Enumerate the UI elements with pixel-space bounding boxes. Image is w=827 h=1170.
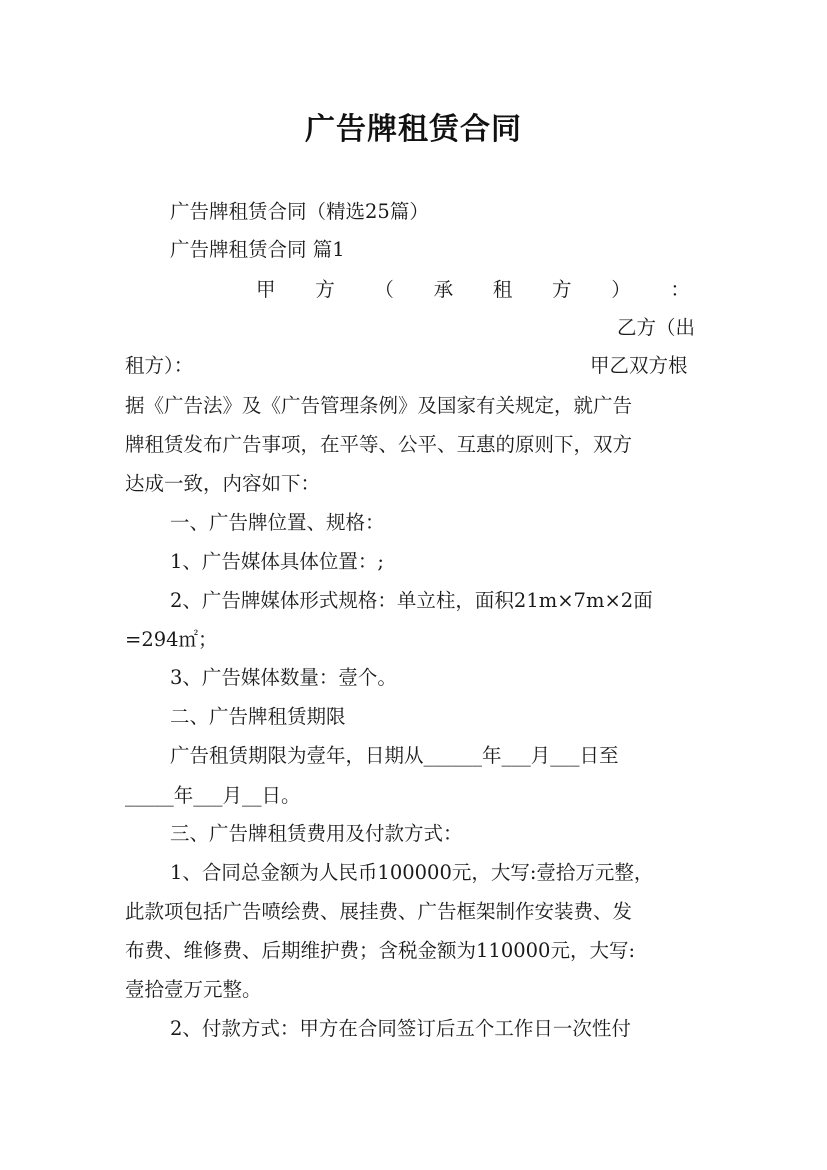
clause-item: 3、广告媒体数量：壹个。 xyxy=(170,666,397,689)
section-heading: 广告牌租赁合同 篇1 xyxy=(170,238,345,261)
intro-text: 牌租赁发布广告事项，在平等、公平、互惠的原则下，双方 xyxy=(125,433,633,456)
intro-text: 甲乙双方根 xyxy=(590,354,688,377)
party-a-char: 方 xyxy=(552,278,572,301)
clause-heading: 三、广告牌租赁费用及付款方式： xyxy=(170,822,463,845)
clause-text: 壹拾壹万元整。 xyxy=(125,978,262,1001)
clause-item: 2、付款方式：甲方在合同签订后五个工作日一次性付 xyxy=(170,1017,631,1040)
intro-text: 据《广告法》及《广告管理条例》及国家有关规定，就广告 xyxy=(125,394,633,417)
party-a-char: 租 xyxy=(492,278,513,301)
clause-text: 布费、维修费、后期维护费；含税金额为110000元，大写: xyxy=(125,939,636,962)
party-a-char: （ xyxy=(374,278,394,301)
party-a-char: 承 xyxy=(433,278,454,301)
clause-text: _____年___月__日。 xyxy=(125,784,301,807)
party-a-char: ： xyxy=(670,278,690,301)
party-b-label: 乙方（出 xyxy=(617,316,696,339)
intro-text: 达成一致，内容如下： xyxy=(125,472,321,495)
clause-text: 此款项包括广告喷绘费、展挂费、广告框架制作安装费、发 xyxy=(125,900,633,923)
party-b-label-cont: 租方）： xyxy=(125,354,194,377)
clause-item: 1、广告媒体具体位置：; xyxy=(170,550,384,573)
party-a-line xyxy=(256,278,690,302)
party-a-char: 甲 xyxy=(256,278,276,301)
clause-heading: 二、广告牌租赁期限 xyxy=(170,705,346,728)
clause-text: 广告租赁期限为壹年，日期从______年___月___日至 xyxy=(170,744,619,767)
party-a-char: 方 xyxy=(315,278,335,301)
clause-heading: 一、广告牌位置、规格： xyxy=(170,511,385,534)
clause-item: =294㎡； xyxy=(125,628,218,651)
document-subtitle: 广告牌租赁合同（精选25篇） xyxy=(170,200,429,223)
page-title: 广告牌租赁合同 xyxy=(305,112,522,147)
clause-item: 1、合同总金额为人民币100000元，大写:壹拾万元整， xyxy=(170,861,654,884)
clause-item: 2、广告牌媒体形式规格：单立柱，面积21m×7m×2面 xyxy=(170,589,653,612)
party-a-char: ） xyxy=(611,278,631,301)
